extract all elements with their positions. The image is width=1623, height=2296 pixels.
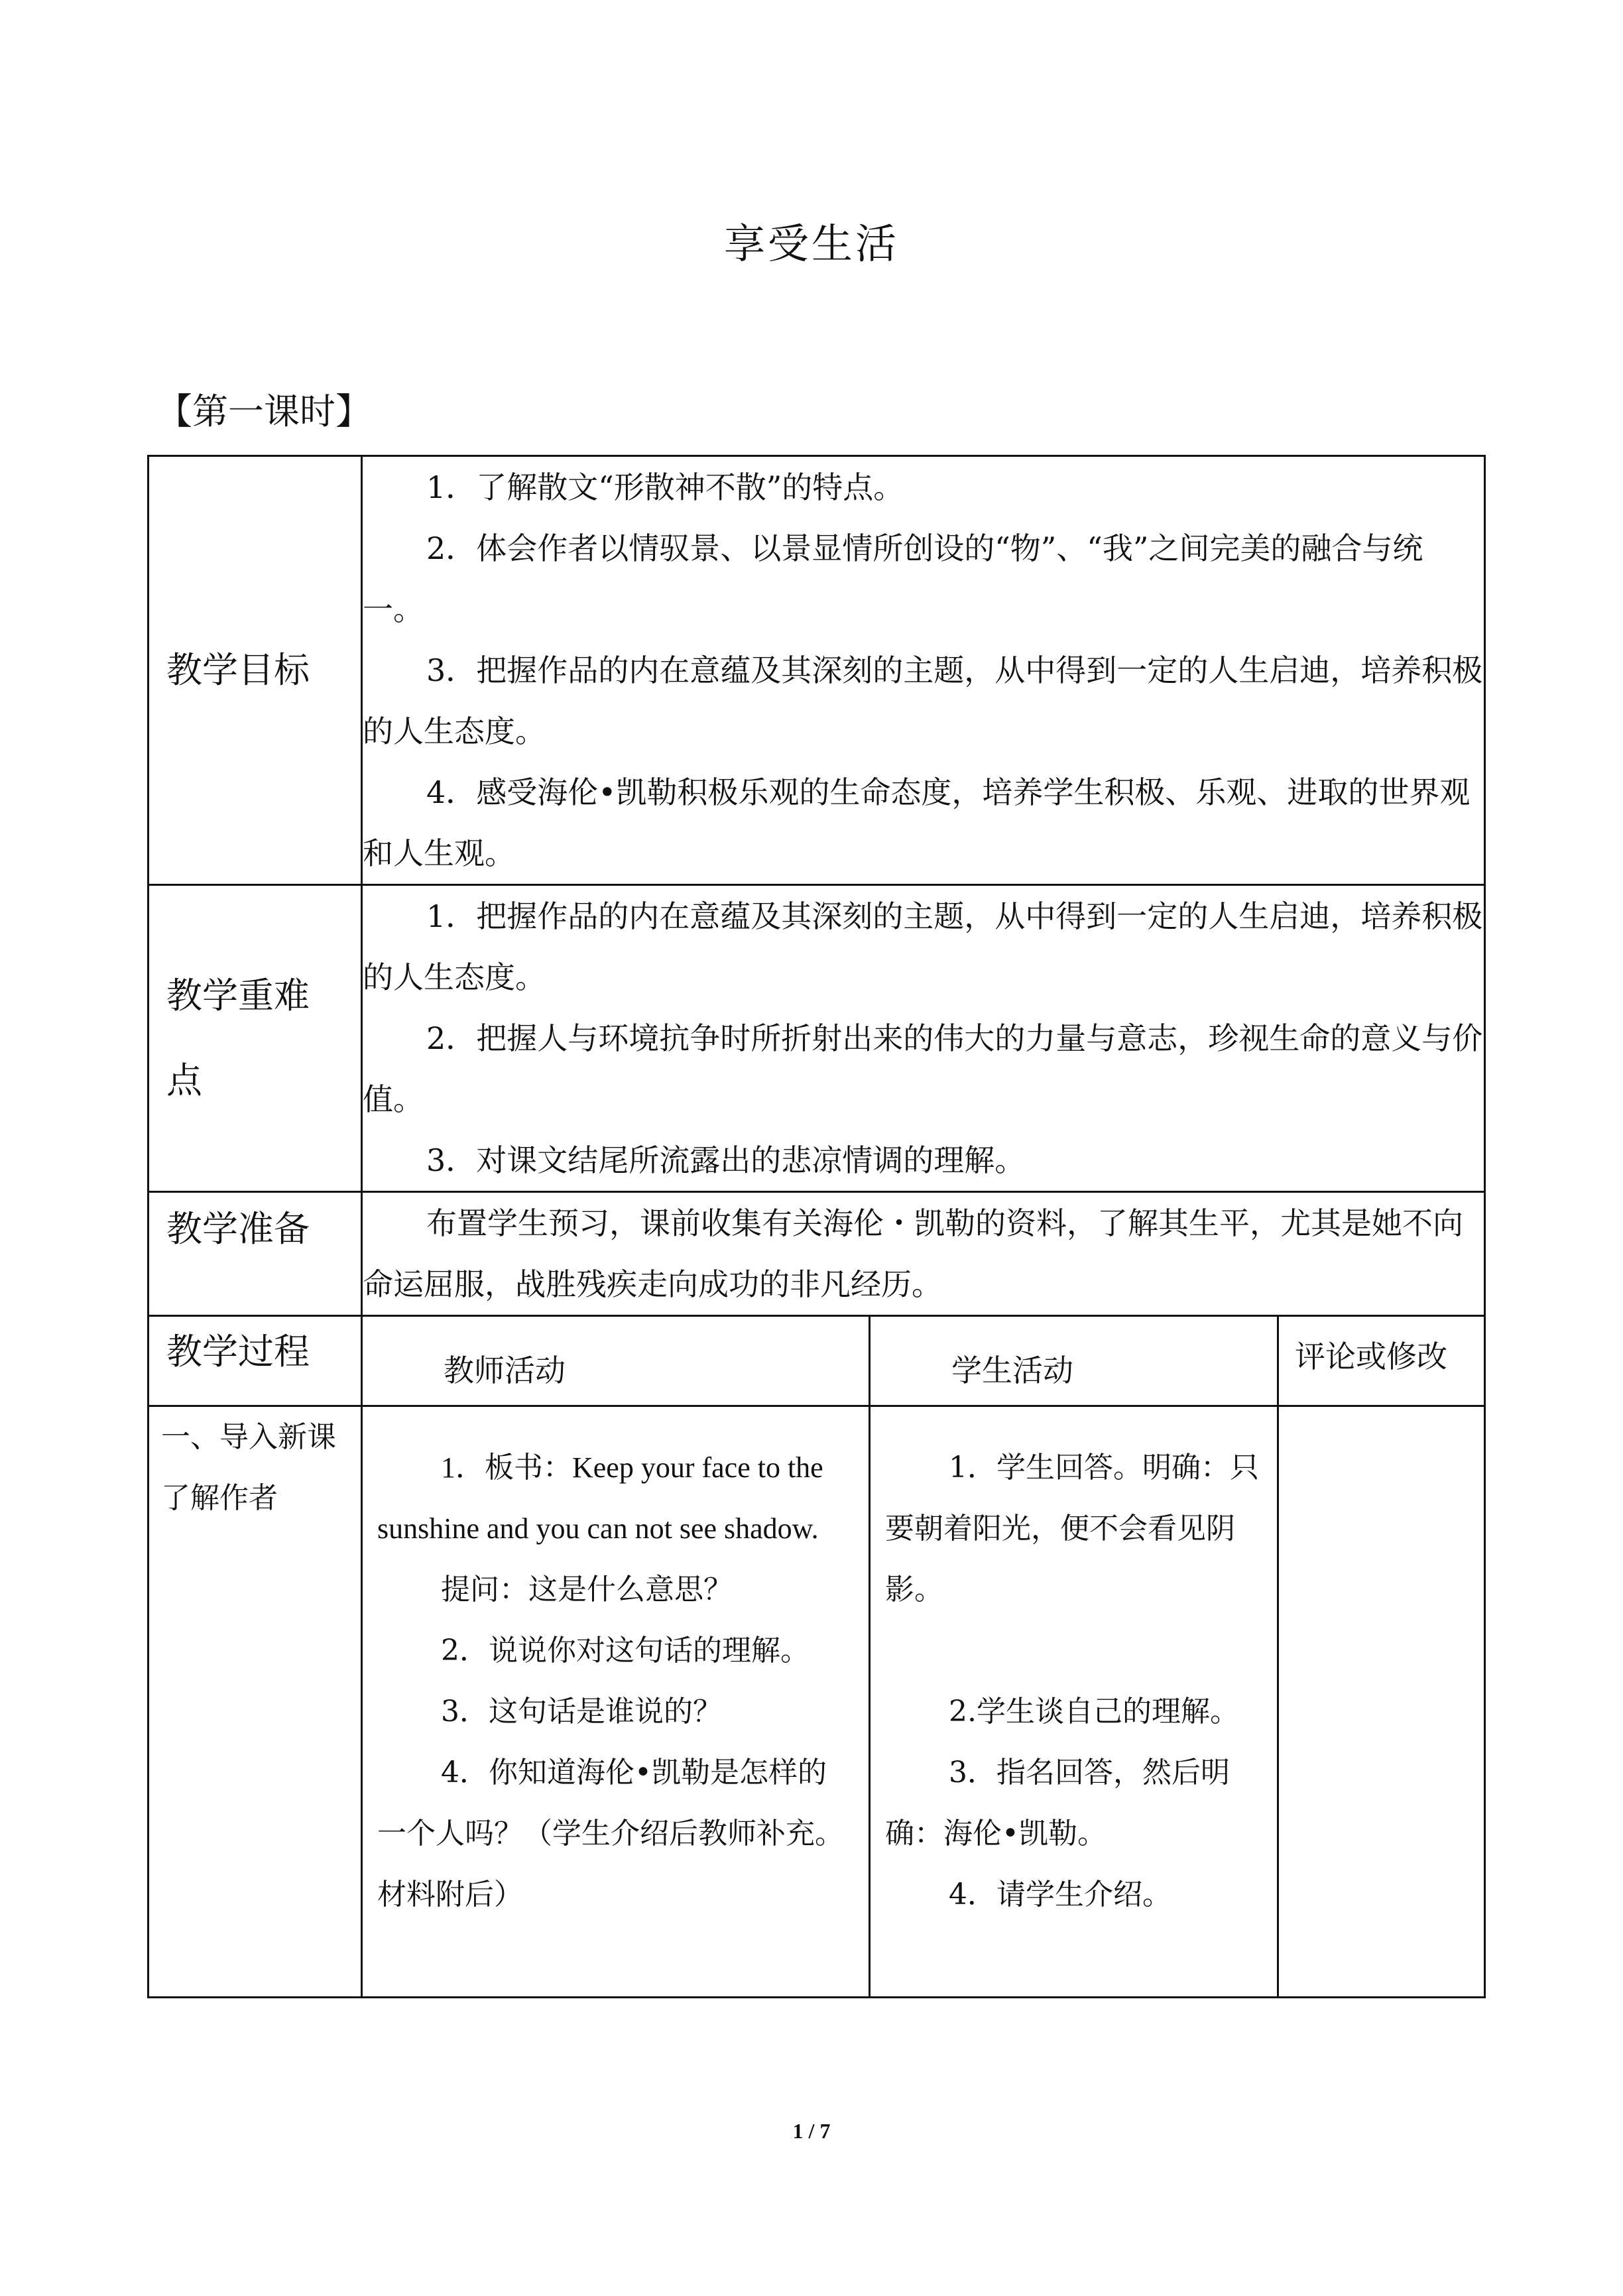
teacher-activity-cell xyxy=(362,1406,870,1998)
process-header-row xyxy=(149,1316,1485,1406)
process-label-cell xyxy=(149,1316,362,1406)
preparation-content xyxy=(362,1192,1485,1316)
key-points-row xyxy=(149,885,1485,1192)
teacher-activity-item: 4．你知道海伦•凯勒是怎样的一个人吗？（学生介绍后教师补充。材料附后） xyxy=(377,1756,844,1911)
key-points-label-cell xyxy=(149,885,362,1192)
objectives-content xyxy=(362,456,1485,885)
step-label: 一、导入新课了解作者 xyxy=(161,1420,336,1515)
student-col-header: 学生活动 xyxy=(951,1353,1073,1389)
comment-col-header-cell xyxy=(1278,1316,1485,1406)
preparation-label: 教学准备 xyxy=(166,1208,310,1250)
student-activity-item: 3．指名回答，然后明确：海伦•凯勒。 xyxy=(885,1756,1230,1850)
comment-col-header: 评论或修改 xyxy=(1295,1339,1447,1374)
preparation-text: 布置学生预习，课前收集有关海伦・凯勒的资料，了解其生平，尤其是她不向命运屈服，战胜残疾走向成功的非凡经历。 xyxy=(363,1205,1463,1302)
objective-item: 1．了解散文“形散神不散”的特点。 xyxy=(426,469,904,505)
teacher-activity-item: 3．这句话是谁说的？ xyxy=(441,1695,722,1728)
step-row xyxy=(149,1406,1485,1998)
key-points-label: 教学重难点 xyxy=(166,975,310,1101)
key-point-item: 2．把握人与环境抗争时所折射出来的伟大的力量与意志，珍视生命的意义与价值。 xyxy=(363,1020,1483,1117)
teacher-activity-item: 1．板书：Keep your face to the sunshine and you can not see shadow. xyxy=(377,1451,823,1545)
teacher-col-header-cell xyxy=(362,1316,870,1406)
process-label: 教学过程 xyxy=(166,1331,310,1372)
student-activity-item: 4．请学生介绍。 xyxy=(949,1878,1172,1911)
key-point-item: 3．对课文结尾所流露出的悲凉情调的理解。 xyxy=(426,1142,1026,1178)
teacher-activity-item: 提问：这是什么意思？ xyxy=(441,1573,733,1606)
key-point-item: 1．把握作品的内在意蕴及其深刻的主题，从中得到一定的人生启迪，培养积极的人生态度。 xyxy=(363,898,1483,995)
teacher-col-header: 教师活动 xyxy=(444,1353,566,1389)
student-activity-cell xyxy=(870,1406,1278,1998)
lesson-heading: 【第一课时】 xyxy=(156,391,371,432)
lesson-plan-table xyxy=(147,455,1486,1998)
document-title: 享受生活 xyxy=(723,219,899,268)
preparation-row xyxy=(149,1192,1485,1316)
page-number: 1 / 7 xyxy=(792,2119,831,2143)
student-activity-item: 1．学生回答。明确：只要朝着阳光，便不会看见阴影。 xyxy=(885,1451,1259,1606)
student-col-header-cell xyxy=(870,1316,1278,1406)
objective-item: 3．把握作品的内在意蕴及其深刻的主题，从中得到一定的人生启迪，培养积极的人生态度。 xyxy=(363,652,1483,749)
objectives-label-cell xyxy=(149,456,362,885)
objective-item: 2．体会作者以情驭景、以景显情所创设的“物”、“我”之间完美的融合与统一。 xyxy=(363,530,1423,627)
comment-cell xyxy=(1278,1406,1485,1998)
objectives-label: 教学目标 xyxy=(166,648,310,691)
objectives-row xyxy=(149,456,1485,885)
preparation-label-cell xyxy=(149,1192,362,1316)
objective-item: 4．感受海伦•凯勒积极乐观的生命态度，培养学生积极、乐观、进取的世界观和人生观。 xyxy=(363,774,1471,871)
key-points-content xyxy=(362,885,1485,1192)
teacher-activity-item: 2．说说你对这句话的理解。 xyxy=(441,1634,810,1667)
step-label-cell xyxy=(149,1406,362,1998)
student-activity-item: 2.学生谈自己的理解。 xyxy=(949,1695,1239,1728)
